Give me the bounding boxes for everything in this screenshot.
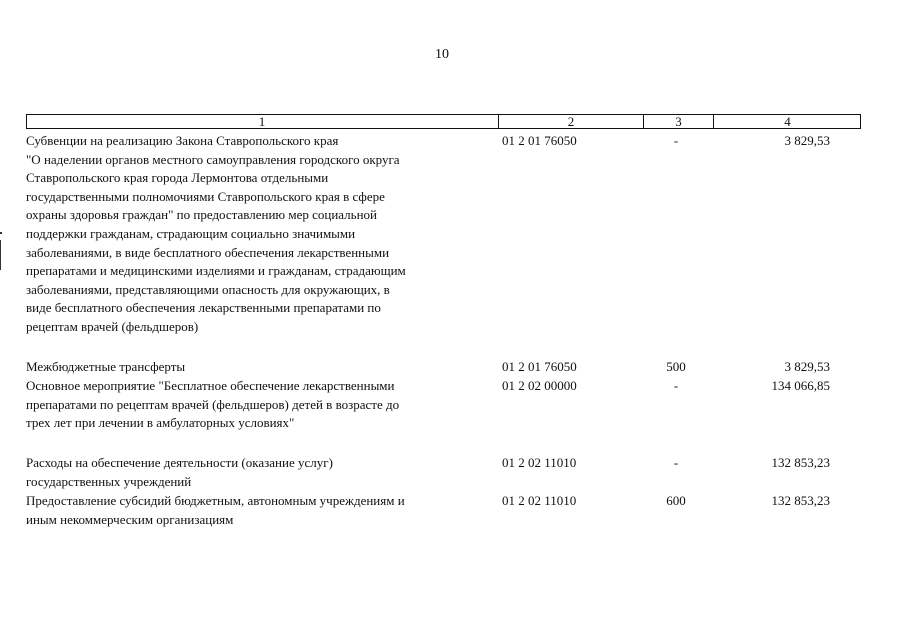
row-code: 01 2 02 11010 — [502, 493, 577, 508]
row-sum: 134 066,85 — [771, 378, 830, 393]
row-description: Предоставление субсидий бюджетным, автономным учреждениям и иным некоммерческим организациям — [26, 493, 405, 527]
row-code: 01 2 01 76050 — [502, 359, 577, 374]
scan-edge-dot — [0, 232, 2, 234]
row-expense-type: 500 — [666, 359, 686, 374]
table-header-col-4: 4 — [713, 115, 861, 128]
row-sum: 3 829,53 — [784, 359, 830, 374]
row-sum: 3 829,53 — [784, 133, 830, 148]
page-number: 10 — [435, 47, 449, 62]
table-header-row — [26, 114, 861, 129]
row-sum: 132 853,23 — [771, 493, 830, 508]
row-sum: 132 853,23 — [771, 455, 830, 470]
row-description: Межбюджетные трансферты — [26, 359, 186, 374]
row-description: Субвенции на реализацию Закона Ставропольского края "О наделении органов местного самоуправления городского округа Ставропольского края города Лермонтова отдельными государственными полномочиями Ставропольского края в сфере охраны здоровья граждан" по предоставлению мер социальной поддержки гражданам, страдающим социально значимыми заболеваниями, в виде бесплатного обеспечения лекарственными препаратами и медицинскими изделиями и гражданам, страдающим заболеваниями, представляющими опасность для окружающих, в виде бесплатного обеспечения лекарственными препаратами по рецептам врачей (фельдшеров) — [26, 133, 406, 334]
row-expense-type: - — [673, 133, 679, 148]
row-description: Расходы на обеспечение деятельности (оказание услуг) государственных учреждений — [26, 455, 333, 489]
table-header-col-1: 1 — [258, 114, 266, 129]
row-code: 01 2 01 76050 — [502, 133, 577, 148]
row-code: 01 2 02 11010 — [502, 455, 577, 470]
row-expense-type: - — [673, 455, 679, 470]
scan-edge-mark — [0, 240, 1, 270]
row-code: 01 2 02 00000 — [502, 378, 577, 393]
table-header-col-2: 2 — [498, 115, 643, 128]
row-description: Основное мероприятие "Бесплатное обеспечение лекарственными препаратами по рецептам врачей (фельдшеров) детей в возрасте до трех лет при лечении в амбулаторных условиях" — [26, 378, 400, 431]
table-header-col-3: 3 — [643, 115, 713, 128]
row-expense-type: 600 — [666, 493, 686, 508]
row-expense-type: - — [673, 378, 679, 393]
